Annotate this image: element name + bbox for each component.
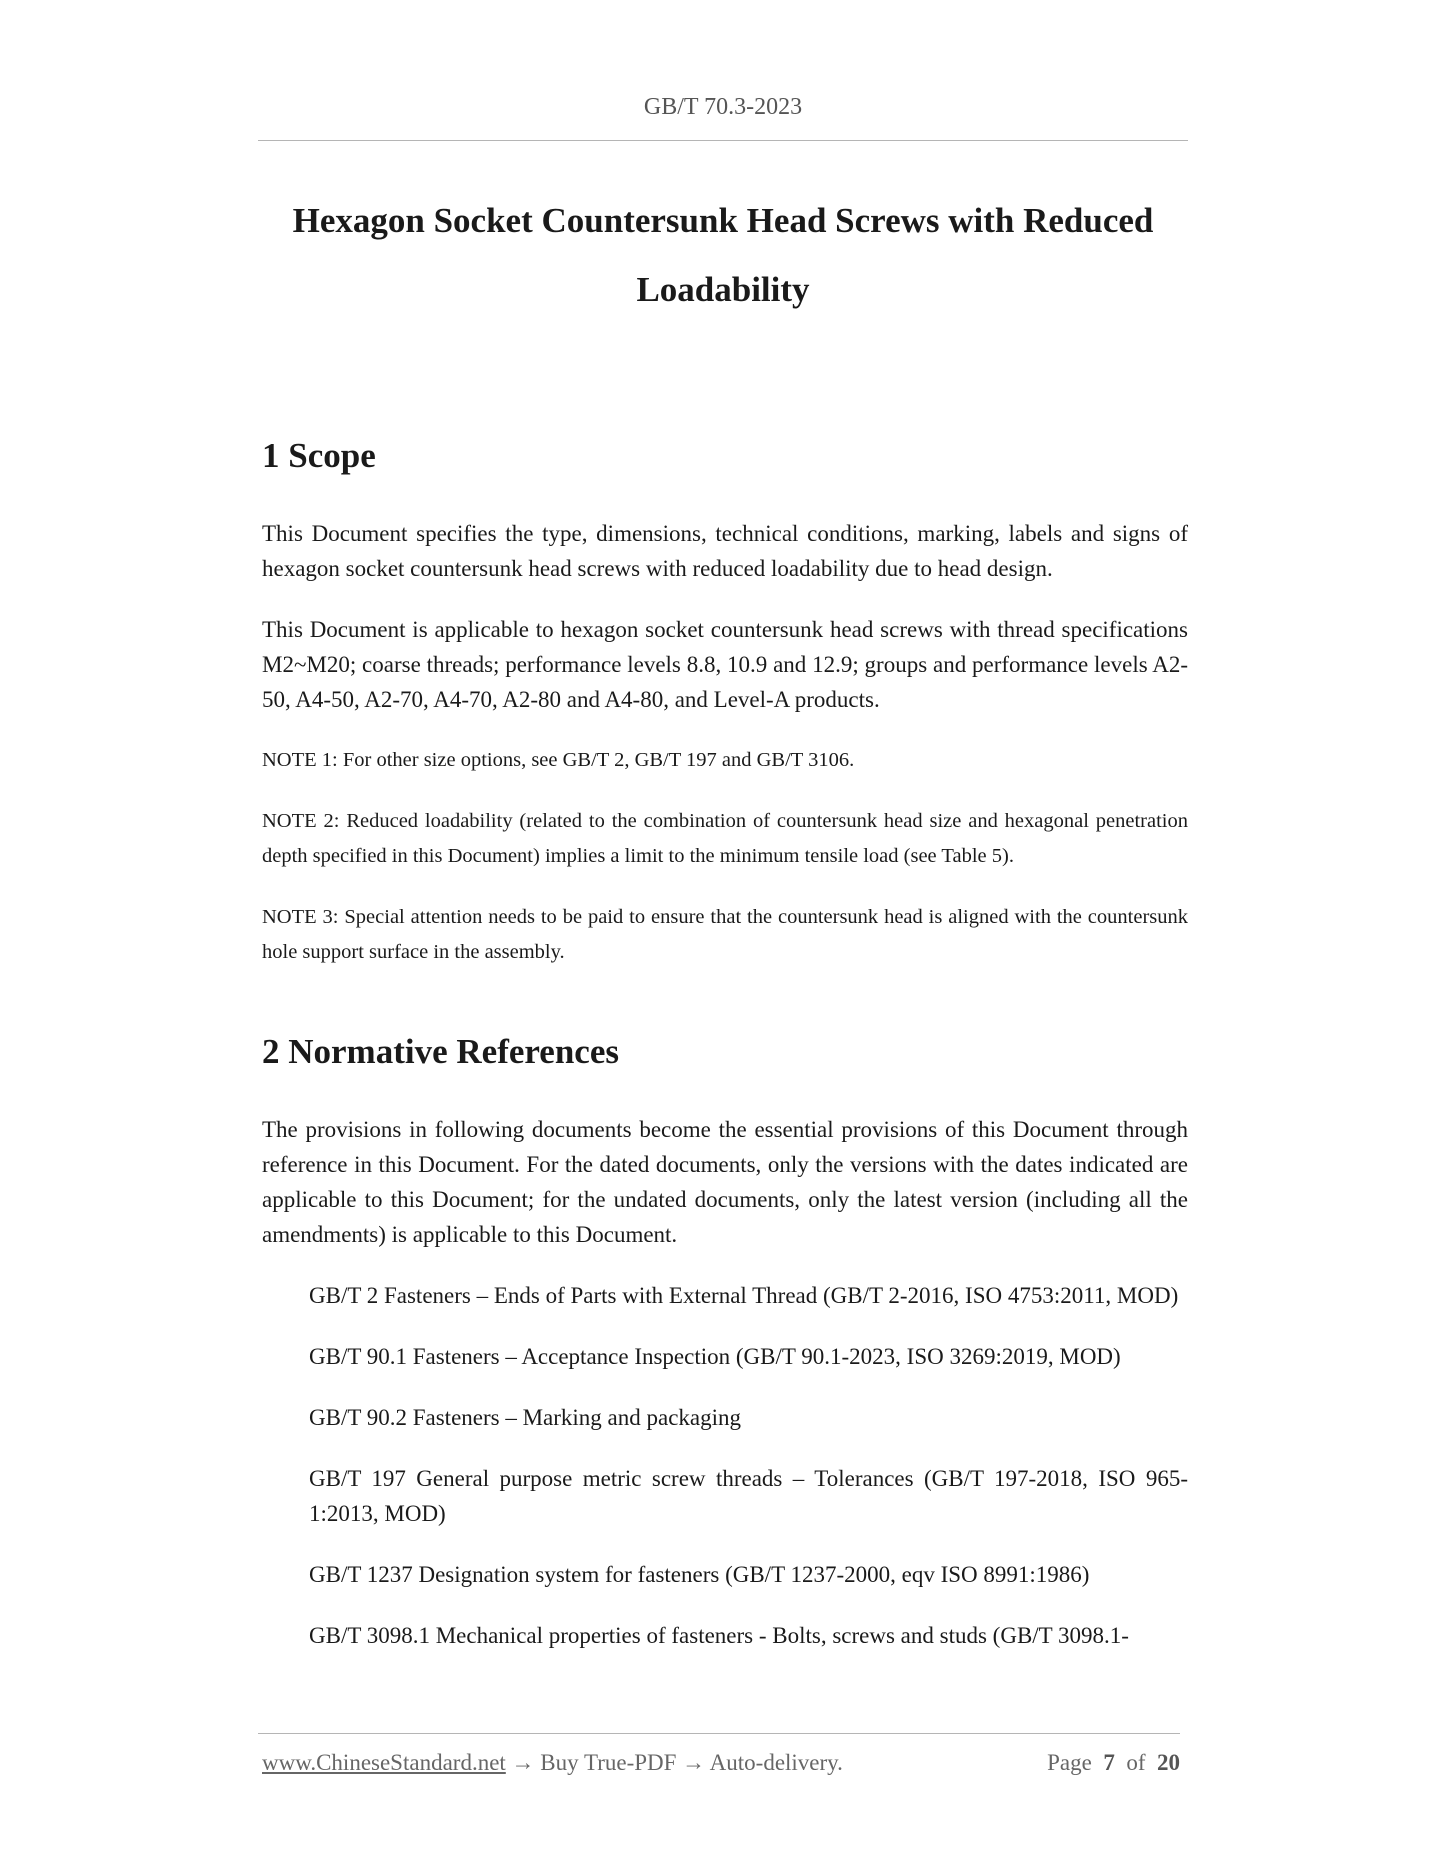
footer-promo bbox=[262, 1750, 843, 1776]
scope-paragraph-2: This Document is applicable to hexagon socket countersunk head screws with thread specifications M2~M20; coarse threads; performance levels 8.8, 10.9 and 12.9; groups and performance levels A2-50, A4-50, A2-70, A4-70, A2-80 and A4-80, and Level-A products. bbox=[262, 617, 1188, 712]
page-of-label: of bbox=[1126, 1750, 1146, 1775]
current-page-number: 7 bbox=[1103, 1750, 1115, 1775]
page-footer bbox=[262, 1750, 1180, 1782]
note-1: NOTE 1: For other size options, see GB/T 2, GB/T 197 and GB/T 3106. bbox=[262, 749, 855, 771]
reference-item: GB/T 1237 Designation system for fasteners (GB/T 1237-2000, eqv ISO 8991:1986) bbox=[309, 1562, 1090, 1587]
document-title-line-2: Loadability bbox=[636, 270, 810, 309]
document-title-line-1: Hexagon Socket Countersunk Head Screws with Reduced bbox=[292, 201, 1154, 240]
reference-item: GB/T 3098.1 Mechanical properties of fasteners - Bolts, screws and studs (GB/T 3098.1- bbox=[309, 1623, 1129, 1648]
footer-divider bbox=[258, 1733, 1180, 1734]
reference-item: GB/T 197 General purpose metric screw threads – Tolerances (GB/T 197-2018, ISO 965-1:2013, MOD) bbox=[309, 1466, 1188, 1526]
chinesestandard-link[interactable]: www.ChineseStandard.net bbox=[262, 1750, 506, 1775]
reference-item: GB/T 2 Fasteners – Ends of Parts with External Thread (GB/T 2-2016, ISO 4753:2011, MOD) bbox=[309, 1283, 1179, 1308]
references-intro-paragraph: The provisions in following documents become the essential provisions of this Document through reference in this Document. For the dated documents, only the versions with the dates indicated are applicable to this Document; for the undated documents, only the latest version (including all the amendments) is applicable to this Document. bbox=[262, 1117, 1188, 1247]
section-heading-normative-references: 2 Normative References bbox=[262, 1032, 619, 1071]
reference-item: GB/T 90.2 Fasteners – Marking and packaging bbox=[309, 1405, 742, 1430]
header-divider bbox=[258, 140, 1188, 141]
page-label: Page bbox=[1047, 1750, 1092, 1775]
document-title bbox=[258, 186, 1188, 324]
reference-item: GB/T 90.1 Fasteners – Acceptance Inspection (GB/T 90.1-2023, ISO 3269:2019, MOD) bbox=[309, 1344, 1121, 1369]
document-body bbox=[262, 434, 1188, 1679]
total-page-number: 20 bbox=[1157, 1750, 1180, 1775]
page-indicator bbox=[1047, 1750, 1180, 1776]
running-header: GB/T 70.3-2023 bbox=[643, 94, 803, 120]
reference-list bbox=[309, 1278, 1188, 1653]
scope-paragraph-1: This Document specifies the type, dimensions, technical conditions, marking, labels and signs of hexagon socket countersunk head screws with reduced loadability due to head design. bbox=[262, 521, 1188, 581]
section-heading-scope: 1 Scope bbox=[262, 436, 376, 475]
note-3: NOTE 3: Special attention needs to be paid to ensure that the countersunk head is aligned with the countersunk hole support surface in the assembly. bbox=[262, 906, 1188, 963]
note-2: NOTE 2: Reduced loadability (related to the combination of countersunk head size and hexagonal penetration depth specified in this Document) implies a limit to the minimum tensile load (see Table 5). bbox=[262, 810, 1188, 867]
footer-promo-text: → Buy True-PDF → Auto-delivery. bbox=[505, 1750, 843, 1775]
